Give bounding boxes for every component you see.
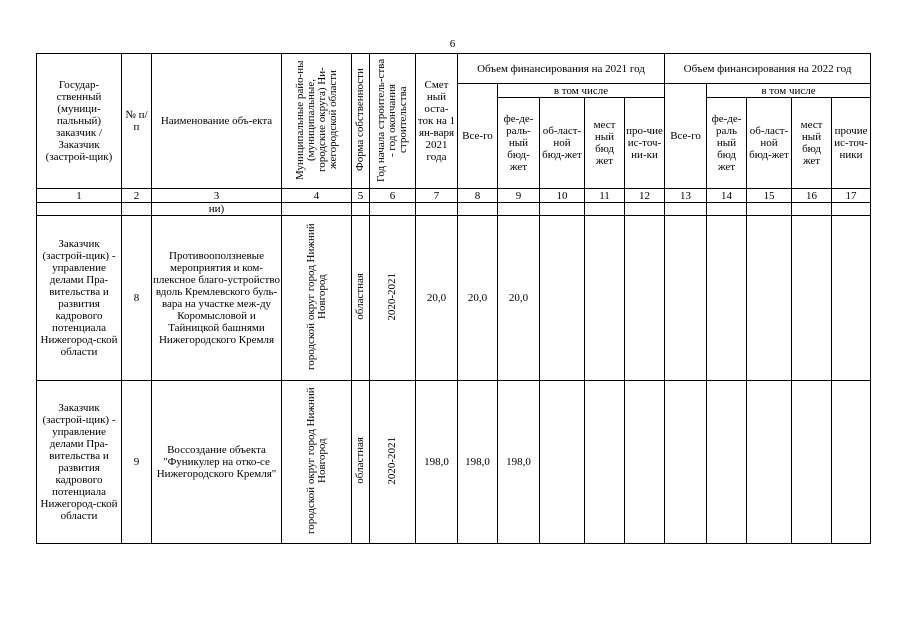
col-number: 5 <box>352 189 370 203</box>
row-ownership-cell <box>352 381 370 544</box>
row-number: 8 <box>122 216 152 381</box>
continuation-row <box>37 203 871 216</box>
col-number: 2 <box>122 189 152 203</box>
col-number: 10 <box>540 189 585 203</box>
col-number: 14 <box>707 189 747 203</box>
header-district: Муниципальные райо-ны (муниципальные, городские округа) Ни-жегородской области <box>293 59 339 180</box>
col-number: 3 <box>152 189 282 203</box>
row-federal-2021: 198,0 <box>498 381 540 544</box>
table-row <box>37 216 871 381</box>
col-number: 12 <box>625 189 665 203</box>
row-ownership: областная <box>354 273 366 320</box>
col-number: 13 <box>665 189 707 203</box>
row-ownership: областная <box>354 437 366 484</box>
header-local-2021: мест ный бюд жет <box>585 98 625 189</box>
row-total-2021: 198,0 <box>458 381 498 544</box>
header-ownership-cell <box>352 54 370 189</box>
header-ownership: Форма собственности <box>354 68 366 171</box>
table-row <box>37 381 871 544</box>
col-number: 8 <box>458 189 498 203</box>
col-number: 4 <box>282 189 352 203</box>
header-district-cell <box>282 54 352 189</box>
header-regional-2021: об-ласт-ной бюд-жет <box>540 98 585 189</box>
row-ownership-cell <box>352 216 370 381</box>
header-period-cell <box>370 54 416 189</box>
col-number: 17 <box>832 189 871 203</box>
row-number: 9 <box>122 381 152 544</box>
row-object-name: Воссоздание объекта "Фуникулер на отко-се Нижегородского Кремля" <box>152 381 282 544</box>
row-estimate: 20,0 <box>416 216 458 381</box>
header-customer: Государ-ственный (муници-пальный) заказчик / Заказчик (застрой-щик) <box>37 54 122 189</box>
header-other-2022: прочие ис-точ-ники <box>832 98 871 189</box>
header-total-2021: Все-го <box>458 84 498 189</box>
header-fin-2021: Объем финансирования на 2021 год <box>458 54 665 84</box>
header-including-2021: в том числе <box>498 84 665 98</box>
row-district-cell <box>282 381 352 544</box>
col-number: 11 <box>585 189 625 203</box>
row-customer: Заказчик (застрой-щик) - управление делами Пра-вительства и развития кадрового потенциала Нижегород-ской области <box>37 216 122 381</box>
page-number: 6 <box>449 38 456 50</box>
row-customer: Заказчик (застрой-щик) - управление делами Пра-вительства и развития кадрового потенциала Нижегород-ской области <box>37 381 122 544</box>
col-number: 16 <box>792 189 832 203</box>
row-object-name: Противооползневые мероприятия и ком-плексное благо-устройство вдоль Кремлевского буль-вара на участке меж-ду Коромысловой и Тайницкой башнями Нижегородского Кремля <box>152 216 282 381</box>
header-federal-2022: фе-де-раль ный бюд жет <box>707 98 747 189</box>
column-numbers-row <box>37 189 871 203</box>
row-estimate: 198,0 <box>416 381 458 544</box>
row-federal-2021: 20,0 <box>498 216 540 381</box>
row-period-cell <box>370 216 416 381</box>
col-number: 6 <box>370 189 416 203</box>
row-period: 2020-2021 <box>386 436 398 485</box>
col-number: 1 <box>37 189 122 203</box>
col-number: 15 <box>747 189 792 203</box>
col-number: 9 <box>498 189 540 203</box>
header-fin-2022: Объем финансирования на 2022 год <box>665 54 871 84</box>
header-including-2022: в том числе <box>707 84 871 98</box>
financing-table <box>36 53 871 544</box>
header-period: Год начала строитель-ства - год окончания строительства <box>375 57 409 182</box>
header-total-2022: Все-го <box>665 84 707 189</box>
row-total-2021: 20,0 <box>458 216 498 381</box>
row-period: 2020-2021 <box>386 272 398 321</box>
header-number: № п/п <box>122 54 152 189</box>
header-object-name: Наименование объ-екта <box>152 54 282 189</box>
header-other-2021: про-чие ис-точ-ни-ки <box>625 98 665 189</box>
header-estimate: Смет ный оста-ток на 1 ян-варя 2021 года <box>416 54 458 189</box>
header-federal-2021: фе-де-раль-ный бюд-жет <box>498 98 540 189</box>
row-period-cell <box>370 381 416 544</box>
col-number: 7 <box>416 189 458 203</box>
row-district: городской округ город Нижний Новгород <box>304 223 328 370</box>
row-district: городской округ город Нижний Новгород <box>304 387 328 534</box>
header-regional-2022: об-ласт-ной бюд-жет <box>747 98 792 189</box>
continuation-text: ни) <box>152 203 282 216</box>
header-local-2022: мест ный бюд жет <box>792 98 832 189</box>
row-district-cell <box>282 216 352 381</box>
